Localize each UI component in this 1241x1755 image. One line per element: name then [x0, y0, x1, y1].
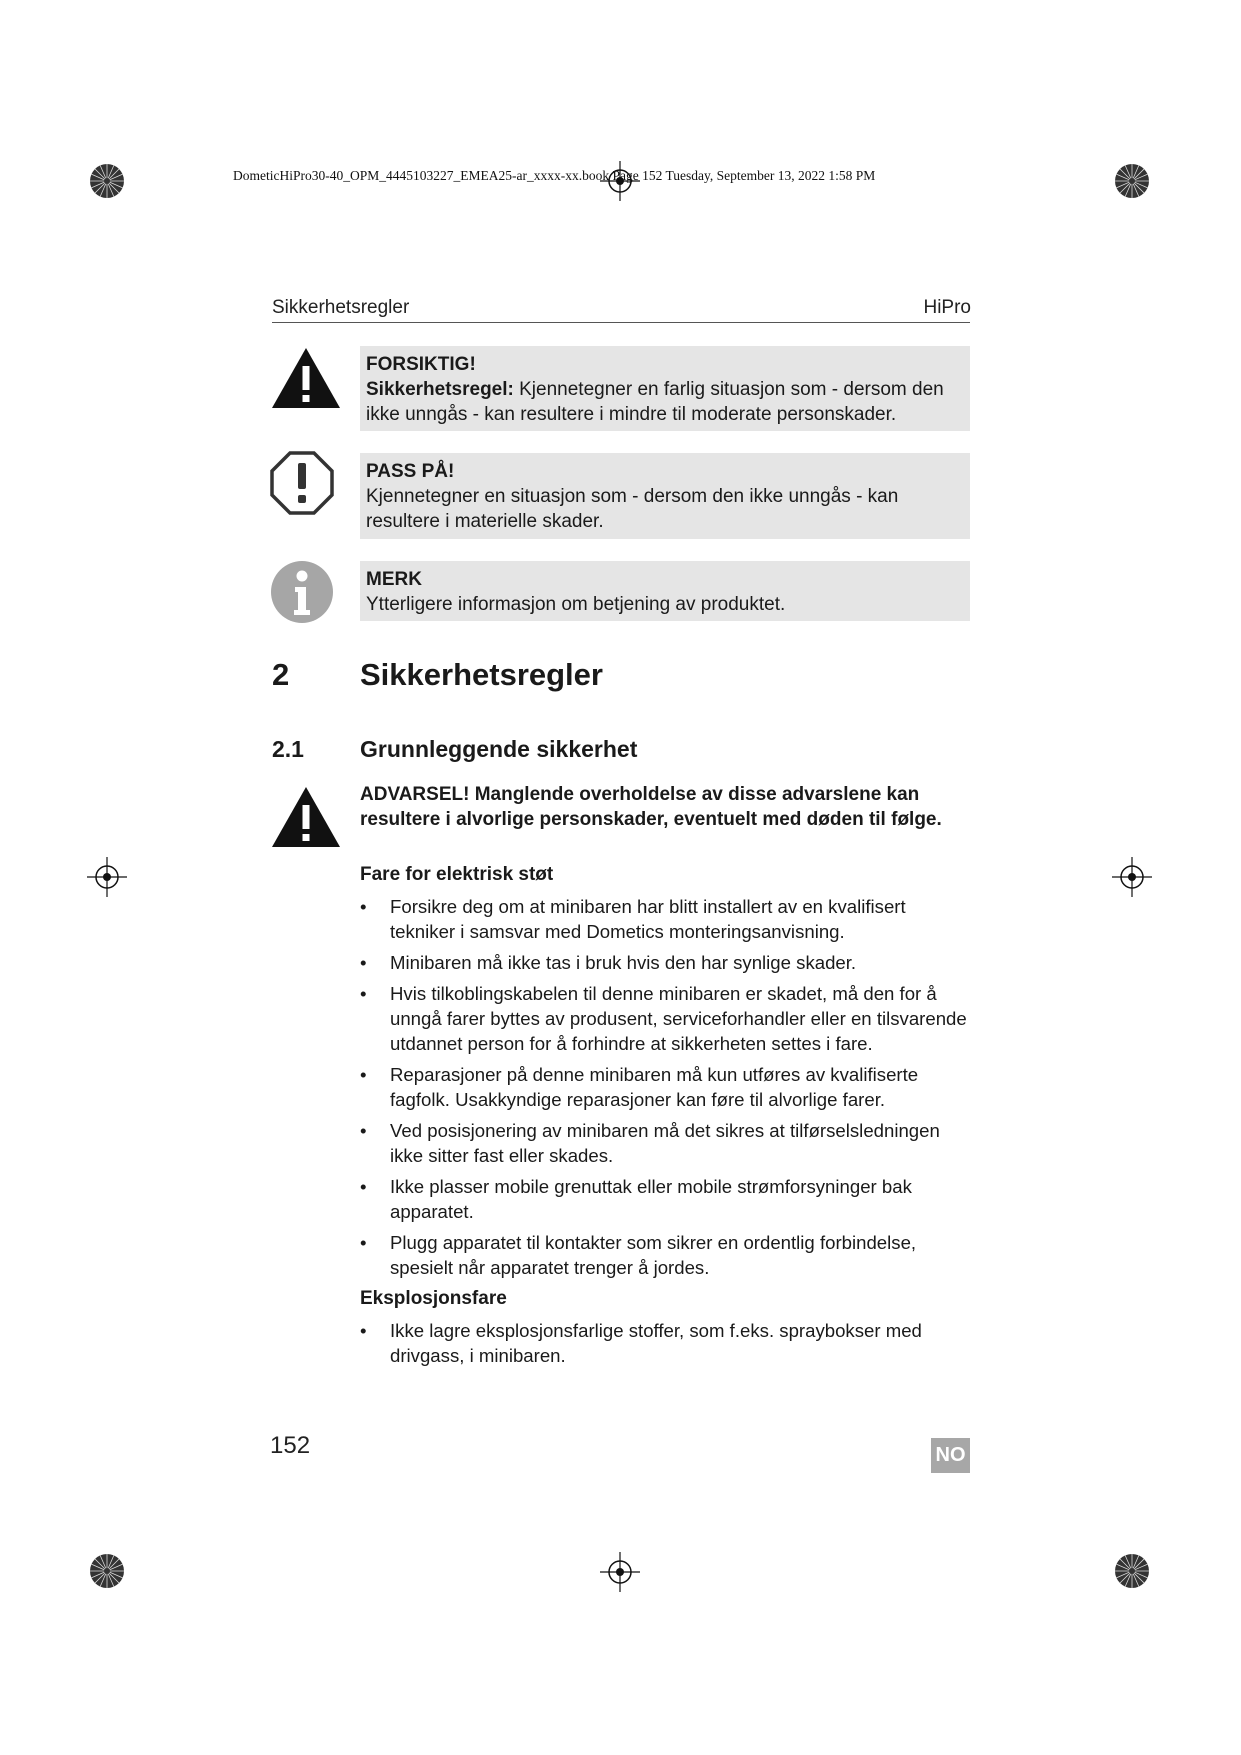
subsection-title: Grunnleggende sikkerhet [360, 736, 638, 762]
caution-notice [360, 346, 970, 431]
registration-sunburst-icon [89, 1553, 125, 1589]
explosion-heading: Eksplosjonsfare [360, 1288, 507, 1309]
caution-title: FORSIKTIG! [366, 354, 476, 375]
notice-notice [360, 453, 970, 539]
registration-sunburst-icon [1114, 1553, 1150, 1589]
warning-triangle-icon [270, 346, 342, 410]
registration-sunburst-icon [89, 163, 125, 199]
note-text: Ytterligere informasjon om betjening av produktet. [366, 594, 786, 615]
section-number: 2 [272, 657, 290, 692]
caution-text: Kjennetegner en farlig situasjon som - dersom den ikke unngås - kan resultere i mindre til moderate personskader. [366, 379, 944, 425]
exclamation-octagon-icon [270, 451, 334, 515]
info-circle-icon [270, 560, 334, 624]
list-item: • Hvis tilkoblingskabelen til denne minibaren er skadet, må den for å unngå farer byttes av produsent, serviceforhandler eller en tilsvarende utdannet person for å forhindre at sikkerheten settes i fare. [360, 981, 972, 1056]
print-header: DometicHiPro30-40_OPM_4445103227_EMEA25-ar_xxxx-xx.book Page 152 Tuesday, September 13, 2022 1:58 PM [233, 168, 876, 183]
section-title: Sikkerhetsregler [360, 657, 603, 692]
electric-shock-heading: Fare for elektrisk støt [360, 864, 554, 885]
note-title: MERK [366, 569, 422, 590]
list-item: • Ved posisjonering av minibaren må det sikres at tilførselsledningen ikke sitter fast eller skades. [360, 1118, 972, 1168]
running-header-left: Sikkerhetsregler [272, 297, 410, 318]
list-item: • Reparasjoner på denne minibaren må kun utføres av kvalifiserte fagfolk. Usakkyndige reparasjoner kan føre til alvorlige farer. [360, 1062, 972, 1112]
notice-text: Kjennetegner en situasjon som - dersom den ikke unngås - kan resultere i materielle skader. [366, 486, 899, 532]
header-divider [272, 322, 970, 323]
list-item: • Minibaren må ikke tas i bruk hvis den har synlige skader. [360, 950, 972, 975]
list-item: • Ikke plasser mobile grenuttak eller mobile strømforsyninger bak apparatet. [360, 1174, 972, 1224]
warning-statement: ADVARSEL! Manglende overholdelse av disse advarslene kan resultere i alvorlige personskader, eventuelt med døden til følge. [360, 784, 942, 830]
note-notice [360, 561, 970, 621]
crosshair-registration-icon [1112, 857, 1152, 897]
explosion-list [360, 1318, 972, 1374]
subsection-number: 2.1 [272, 736, 304, 762]
page-number: 152 [270, 1432, 311, 1459]
registration-sunburst-icon [1114, 163, 1150, 199]
crosshair-registration-icon [87, 857, 127, 897]
crosshair-registration-icon [600, 1552, 640, 1592]
language-badge: NO [931, 1438, 970, 1473]
list-item: • Plugg apparatet til kontakter som sikrer en ordentlig forbindelse, spesielt når apparatet trenger å jordes. [360, 1230, 972, 1280]
caution-label: Sikkerhetsregel: [366, 379, 514, 400]
list-item: • Forsikre deg om at minibaren har blitt installert av en kvalifisert tekniker i samsvar med Dometics monteringsanvisning. [360, 894, 972, 944]
list-item: • Ikke lagre eksplosjonsfarlige stoffer, som f.eks. spraybokser med drivgass, i minibaren. [360, 1318, 972, 1368]
running-header-right: HiPro [923, 297, 971, 318]
warning-triangle-icon [270, 785, 342, 849]
notice-title: PASS PÅ! [366, 461, 455, 482]
electric-shock-list [360, 894, 972, 1286]
